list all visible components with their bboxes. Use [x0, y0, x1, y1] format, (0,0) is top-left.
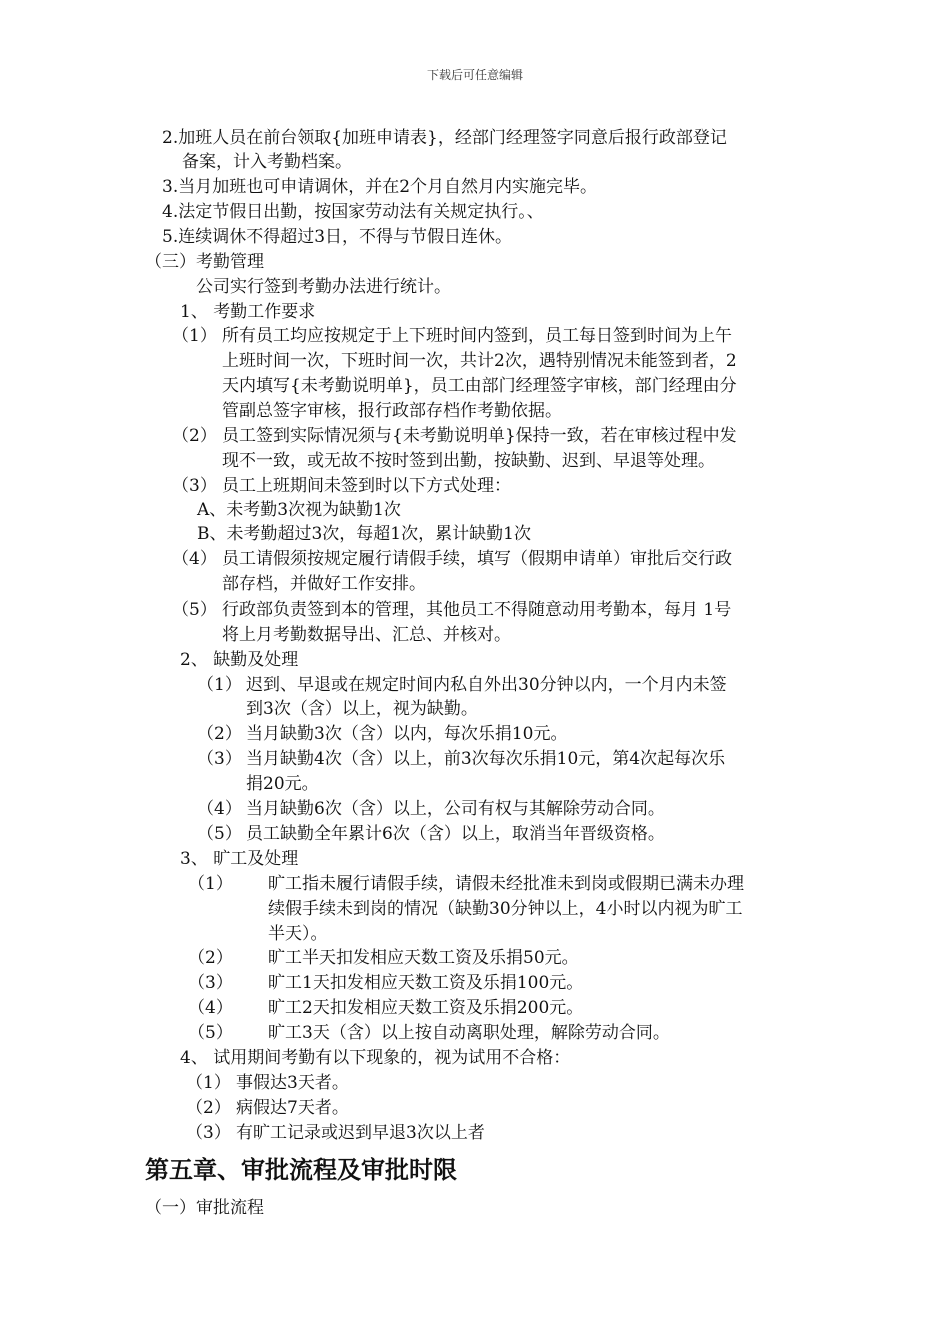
item-text: 天内填写{未考勤说明单}，员工由部门经理签字审核，部门经理由分 — [222, 376, 737, 396]
item-text: 旷工半天扣发相应天数工资及乐捐50元。 — [268, 948, 579, 968]
item-label: （3） — [172, 476, 217, 496]
section-heading: （三）考勤管理 — [145, 252, 264, 272]
item-text: 旷工指未履行请假手续，请假未经批准未到岗或假期已满未办理 — [268, 874, 744, 894]
para-line: 4.法定节假日出勤，按国家劳动法有关规定执行。、 — [162, 202, 544, 222]
item-text: 事假达3天者。 — [236, 1073, 349, 1093]
item-text: 旷工3天（含）以上按自动离职处理，解除劳动合同。 — [268, 1023, 670, 1043]
para-line: 2.加班人员在前台领取{加班申请表}，经部门经理签字同意后报行政部登记 — [162, 128, 727, 148]
item-text: 续假手续未到岗的情况（缺勤30分钟以上，4小时以内视为旷工 — [268, 899, 743, 919]
item-text: 有旷工记录或迟到早退3次以上者 — [236, 1123, 485, 1143]
para-line: 公司实行签到考勤办法进行统计。 — [196, 277, 451, 297]
item-label: （3） — [186, 1123, 231, 1143]
item-text: 当月缺勤3次（含）以内，每次乐捐10元。 — [246, 724, 568, 744]
item-text: 员工上班期间未签到时以下方式处理： — [222, 476, 511, 496]
subsection-heading: 2、 缺勤及处理 — [180, 650, 299, 670]
item-text: 旷工2天扣发相应天数工资及乐捐200元。 — [268, 998, 584, 1018]
item-label: （2） — [186, 1098, 231, 1118]
item-label: （5） — [172, 600, 217, 620]
section-heading: （一）审批流程 — [145, 1198, 264, 1218]
item-text: 管副总签字审核，报行政部存档作考勤依据。 — [222, 401, 562, 421]
item-text: 捐20元。 — [246, 774, 319, 794]
item-label: （5） — [188, 1023, 233, 1043]
page-header: 下载后可任意编辑 — [426, 68, 523, 82]
chapter-title: 第五章、审批流程及审批时限 — [145, 1155, 457, 1184]
item-text: 员工缺勤全年累计6次（含）以上，取消当年晋级资格。 — [246, 824, 665, 844]
item-text: 行政部负责签到本的管理，其他员工不得随意动用考勤本，每月 1号 — [222, 600, 732, 620]
item-text: 员工签到实际情况须与{未考勤说明单}保持一致，若在审核过程中发 — [222, 426, 737, 446]
subsection-heading: 3、 旷工及处理 — [180, 849, 299, 869]
item-text: 现不一致，或无故不按时签到出勤，按缺勤、迟到、早退等处理。 — [222, 451, 715, 471]
item-label: （2） — [172, 426, 217, 446]
item-text: 上班时间一次，下班时间一次，共计2次，遇特别情况未能签到者，2 — [222, 351, 737, 371]
item-label: （4） — [172, 549, 217, 569]
item-text: 当月缺勤6次（含）以上，公司有权与其解除劳动合同。 — [246, 799, 665, 819]
item-label: （1） — [186, 1073, 231, 1093]
item-text: 病假达7天者。 — [236, 1098, 349, 1118]
subsection-heading: 1、 考勤工作要求 — [180, 302, 316, 322]
item-label: （1） — [188, 874, 233, 894]
item-label: （4） — [197, 799, 242, 819]
item-label: （5） — [197, 824, 242, 844]
item-label: （1） — [197, 675, 242, 695]
item-text: 半天）。 — [268, 924, 328, 944]
item-text: 旷工1天扣发相应天数工资及乐捐100元。 — [268, 973, 584, 993]
item-text: 员工请假须按规定履行请假手续，填写（假期申请单）审批后交行政 — [222, 549, 732, 569]
item-text: 部存档，并做好工作安排。 — [222, 574, 426, 594]
item-text: 到3次（含）以上，视为缺勤。 — [246, 699, 478, 719]
item-label: （3） — [188, 973, 233, 993]
item-text: 将上月考勤数据导出、汇总、并核对。 — [222, 625, 511, 645]
para-line: 3.当月加班也可申请调休，并在2个月自然月内实施完毕。 — [162, 177, 598, 197]
para-line: 5.连续调休不得超过3日，不得与节假日连休。 — [162, 227, 513, 247]
item-text: 所有员工均应按规定于上下班时间内签到，员工每日签到时间为上午 — [222, 326, 732, 346]
sub-item: B、未考勤超过3次，每超1次，累计缺勤1次 — [197, 524, 531, 544]
item-label: （3） — [197, 749, 242, 769]
item-text: 当月缺勤4次（含）以上，前3次每次乐捐10元，第4次起每次乐 — [246, 749, 726, 769]
item-label: （2） — [188, 948, 233, 968]
item-label: （1） — [172, 326, 217, 346]
item-text: 迟到、早退或在规定时间内私自外出30分钟以内，一个月内未签 — [246, 675, 727, 695]
item-label: （2） — [197, 724, 242, 744]
para-line: 备案，计入考勤档案。 — [182, 152, 352, 172]
sub-item: A、未考勤3次视为缺勤1次 — [197, 500, 401, 520]
subsection-heading: 4、 试用期间考勤有以下现象的，视为试用不合格： — [180, 1048, 571, 1068]
item-label: （4） — [188, 998, 233, 1018]
